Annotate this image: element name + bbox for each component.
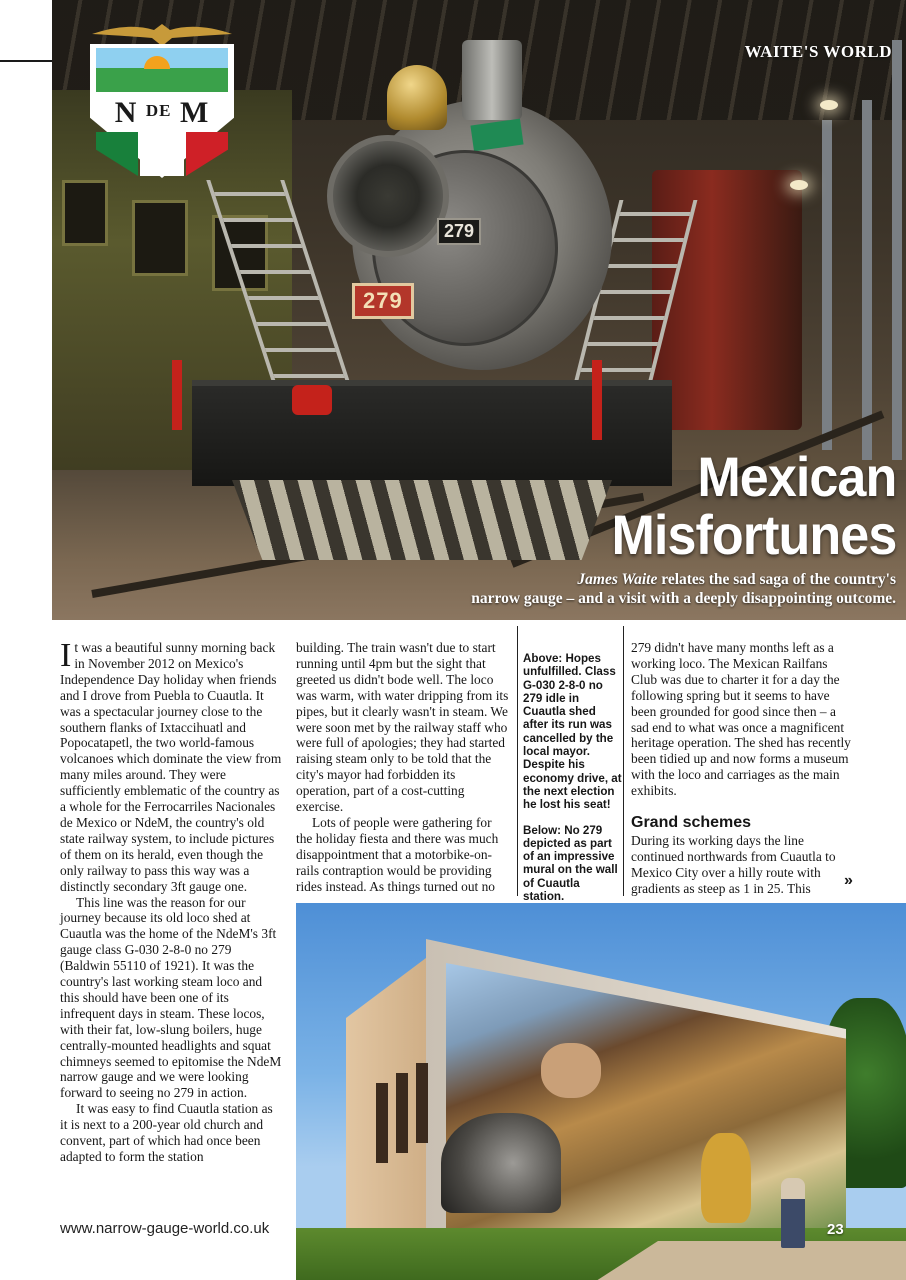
mural-gold-figure — [701, 1133, 751, 1223]
number-plate-small: 279 — [437, 218, 481, 245]
shed-lamp — [790, 180, 808, 190]
herald-lettering: N $^{DE}$ M — [114, 96, 210, 129]
article-column-1 — [60, 637, 282, 1165]
number-plate: 279 — [352, 283, 414, 319]
header-rule — [0, 60, 52, 62]
ndem-herald-logo — [82, 20, 242, 180]
drop-cap: I — [60, 637, 72, 674]
title-line-2: Misfortunes — [611, 503, 896, 566]
station-window — [416, 1063, 428, 1143]
shed-window — [62, 180, 108, 246]
shed-pillar — [862, 100, 872, 460]
article-column-3 — [631, 640, 851, 897]
mural-fist — [541, 1043, 601, 1098]
flag-red — [186, 132, 228, 176]
red-handrail — [592, 360, 602, 440]
mural-photo — [296, 903, 906, 1280]
paragraph: It was a beautiful sunny morning back in November 2012 on Mexico's Independence Day holiday when friends and I drove from Puebla to Cuautla. It was a spectacular journey close to the southern flanks of Ixtaccihuatl and Popocatapetl, the two world-famous volcanoes which dominate the view from many miles around. They were sufficiently emblematic of the country as a whole for the Ferrocarriles Nacionales de Mexico or NdeM, the country's old state railway system, to include pictures of them on its herald, even though the only railway to pass this way was a distinctly secondary 3ft gauge one. — [60, 637, 282, 894]
standfirst-line-2: narrow gauge – and a visit with a deeply disappointing outcome. — [471, 590, 896, 607]
title-line-1: Mexican — [696, 445, 896, 508]
loco-bell — [387, 65, 447, 130]
article-title — [611, 445, 896, 566]
standfirst-line-1: relates the sad saga of the country's — [657, 571, 896, 588]
paragraph: This line was the reason for our journey because its old loco shed at Cuautla was the home of the NdeM's 3ft gauge class G-030 2-8-0 no 279 (Baldwin 55110 of 1921). It was the country's last working steam loco and this should have been one of its infrequent days in steam. These locos, with their fat, low-slung boilers, huge centrally-mounted headlights and squat chimneys seemed to epitomise the NdeM narrow gauge and we were looking forward to seeing no 279 in action. — [60, 894, 282, 1101]
flag-green — [96, 132, 138, 176]
mural-locomotive — [441, 1113, 561, 1213]
continue-arrow-icon: » — [844, 872, 853, 889]
website-url: www.narrow-gauge-world.co.uk — [60, 1220, 270, 1237]
cowcatcher — [232, 480, 612, 560]
photo-captions — [517, 626, 624, 904]
paragraph: It was easy to find Cuautla station as it is next to a 200-year old church and convent, part of which had once been adapted to form the station — [60, 1101, 273, 1164]
volcano-scene — [96, 48, 228, 92]
flag-white — [140, 132, 184, 176]
series-title: WAITE'S WORLD — [744, 42, 892, 61]
loco-chimney — [462, 40, 522, 120]
shed-pillar — [822, 120, 832, 450]
headlamp — [327, 135, 449, 257]
red-coupler — [292, 385, 332, 415]
byline: James Waite — [577, 571, 658, 588]
hero-photo — [52, 0, 906, 620]
article-column-2 — [296, 640, 511, 895]
caption-below: Below: No 279 depicted as part of an impressive mural on the wall of Cuautla station. — [523, 823, 618, 904]
station-window — [396, 1073, 408, 1153]
standfirst — [471, 570, 896, 608]
subheading: Grand schemes — [631, 814, 752, 832]
paragraph: During its working days the line continued northwards from Cuautla to Mexico City over a hilly route with gradients as steep as 1 in 25. This — [631, 832, 836, 896]
red-handrail — [172, 360, 182, 430]
caption-above: Above: Hopes unfulfilled. Class G-030 2-8-0 no 279 idle in Cuautla shed after its run was cancelled by the local mayor. Despite his economy drive, at the next election he lost his seat! — [523, 652, 622, 812]
paragraph: Lots of people were gathering for the holiday fiesta and there was much disappointment that a motorbike-on-rails contraption would be providing rides instead. As things turned out no — [296, 814, 499, 894]
eagle-icon — [92, 20, 232, 46]
paragraph: building. The train wasn't due to start running until 4pm but the sight that greeted us didn't bode well. The loco was warm, with water dripping from its pipes, but it clearly wasn't in steam. We were soon met by the railway staff who were full of apologies; they had started raising steam only to be told that the city's mayor had forbidden its operation, part of a cost-cutting exercise. — [296, 640, 509, 815]
shed-lamp — [820, 100, 838, 110]
station-window — [376, 1083, 388, 1163]
page-number: 23 — [827, 1221, 844, 1238]
pedestrian — [781, 1178, 805, 1248]
paragraph: 279 didn't have many months left as a working loco. The Mexican Railfans Club was due to charter it for a day the following spring but it seems to have been grounded for good since then – a sad end to what was once a magnificent heritage operation. The shed has recently been tidied up and now forms a museum with the loco and carriages as the main exhibits. — [631, 640, 851, 799]
shed-pillar — [892, 40, 902, 460]
